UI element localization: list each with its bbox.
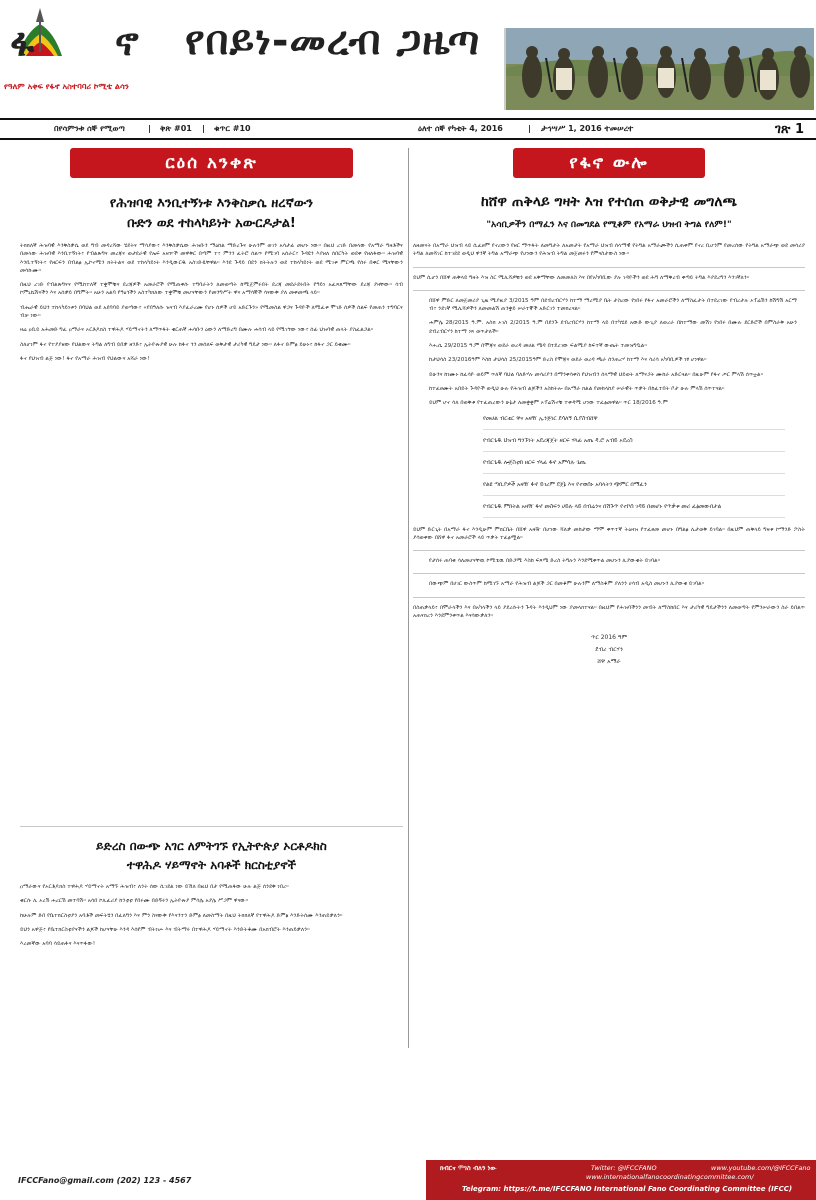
statement-intro-paragraph: ይህም ሲሆን በሸዋ ጠቅላይ ግዛት እዝ ስር ሚሊሻዎቹን ወደ አቅማቸው ለመመለስ እና በየአካባቢው ያሉ ገዳዮችን ወደ ሕግ ለማቅረብ ቀጣይ ትግል እያደረግን እንገኛለን። [413, 274, 750, 281]
brand-word-fa: ፋ [10, 20, 35, 64]
editorial-paragraph: ትክክለኛ ሕዝባዊ እንቅስቃሴ ወደ ግብ መዳረሻው ሄደትና ማሳያው፥ እንቅስቃሴው ሕዝቡን ማዕከል ማድረጉና ሁሉንም ወገን አሳታፊ መሆኑ ነው። በዚህ ረገድ በመላው የአማራ ግዛቶችና በመላው ሕዝባዊ እንቢተኝነት፥ የብልጽግና መረጃና ወታደራዊ የኤፍ አዛዦች መዋቅር በጣም ተ፥ ምንን ፈትሮ ሰልጥ የሚገባ አሰራር፥ ጉዳዩን እያዘለ ሰበርካት ወደቀ የዘለፋው። ሕዝባዊ እንቢተኝነት፥ የዘርፍን በብልፅ ኢኮኖሚን ክትትልና ወደ ተከላካይነት እንዲውርዱ አስገድዷቸዋል። እንደ ጉዳይ በደን ክትትሉን ወደ ተከላካይነት ወደ ሚገቱ ምርጫ የሰሩ በቀር ሚናቸውን መሳኩሙ። [20, 243, 403, 274]
church-letter-article [20, 826, 403, 948]
section-rule [413, 550, 805, 551]
church-letter-paragraph: ከሁሉም ድበ የቤተክርስቲያን አባቶች መፍትሄን በፈለግን እና ምን ስናውቅ የእናንተን ድምፅ ለመስማት በዚህ ትክክለኛ የተዋሕዶ ድምፅ እንድትሰሙ እንጠይቃለን። [20, 912, 343, 919]
church-letter-headline [20, 837, 403, 875]
footer-twitter-link[interactable]: Twitter: @IFCCFANO [591, 1164, 657, 1172]
column-divider [408, 148, 409, 1048]
operation-report: ይሁንና ከነሙኑ ከፈሳዮ ወይም ጥለኛ ባህል ባለድሃሉ መሳሪያን በማንቀሳቀስ የህዝብን ሰላማዊ ህይወት ለማናጋት ሙከራ አድርጓል። በዚሁም የፋኖ ጦር ምላሽ ሰጥቷል። [429, 371, 764, 378]
footer [0, 1158, 816, 1200]
issue-bar [0, 118, 816, 140]
footer-telegram-link[interactable]: Telegram: https://t.me/IFCCFANO International Fano Coordinating Committee (IFCC) [462, 1185, 793, 1193]
church-letter-headline-line-1: ይድረስ በውጭ አገር ለምትገኙ የኢትዮጵያ ኦርቶዶክስ [96, 839, 327, 853]
fano-daily-banner: የፋኖ ውሎ [513, 148, 705, 178]
brand-word-no: ኖ [115, 20, 139, 64]
footer-contact-area [0, 1158, 426, 1200]
footer-contact-email-phone[interactable]: IFCCFano@gmail.com (202) 123 - 4567 [18, 1176, 192, 1185]
church-letter-paragraph: ዐማራውና የኦርቶዶክስ ተዋሕዶ ሃይማኖት አማኙ ሕዝብ፥ ለንት ሰው ሲገደል ነው ይኸለ በዚህ በታ የሚጠፋው ሁሉ ልጅ ሰንደቅ ነበረ። [20, 884, 289, 890]
fighters-photo-illustration [506, 28, 814, 110]
church-letter-body [20, 883, 403, 948]
statement-headline: ከሸዋ ጠቅላይ ግዛት እዝ የተሰጠ ወቅታዊ መግለጫ [480, 194, 738, 210]
signature-place: ደብረ ብርሃን [595, 646, 623, 654]
issue-separator: | [148, 124, 151, 133]
editorial-paragraph: ብሔራዊ ይህን ተከላካይነቱን በባህል ወደ አደባባይ ያወጣው፥ «የበዓለሱ ዝናብ እያፈራረሙ የሆኑ ሰዎች ሆይ አድርጉን» የሚመስል ዋጋና ጉዳዮች ለሚፈቱ ሞገድ ሰዎች ሰልፍ የመጠን ተግባርና ብቻ ነው። [20, 304, 403, 320]
publication-frequency: በየሳምንቱ ሰኞ የሚወጣ [54, 124, 125, 133]
operation-report: እሑሴ 29/2015 ዓ.ም በሞጃና ወደራ ወረዳ መሀል ሜዳ በተደረገው ፍልሚያ ከፍተኛ ውጤት ተመዝግቧል። [429, 343, 647, 350]
section-rule [413, 290, 805, 291]
article-separator [20, 826, 403, 827]
statement-closing-paragraph: ይህም ድርጊት በአማራ ፋኖ እንዲሁም ምክርቤት በሸዋ አዛዥ በሆነው ሻለቃ መከታው ማሞ ቀጥተኛ ትዕዛዝ የተፈፀመ መሆኑ በግልፅ ሊታወቅ ይገባል። በዚህም ጠቅላይ ግዛቱ ኮማንድ ፖስት ያሳወቀው በሸዋ ፋኖ አመራሮች ላይ ጥቃት ተፈፅሟል። [413, 526, 805, 541]
signature-block [413, 632, 805, 668]
editorial-paragraph: ፋኖ የህዝብ ልጅ ነው! ፋኖ የአማራ ሕዝብ የህልውና አሻራ ነው! [20, 355, 150, 362]
footer-phrase: ክብርና ሞገስ ብለን ነው [440, 1164, 497, 1172]
church-letter-paragraph: ቁርሱ ሊ ኦረሽ ሐረርሽ መተባሽ። አሳበ ኮሊፈሪያ ከንቲቲ የበሩሙ በድኝሩን ኢትዮጵያ ምሳሌ አያሌ ሥጋም ዋናው። [20, 898, 249, 905]
operation-report: ሐምሌ 28/2015 ዓ.ም. አስክ ኦገስ 2/2015 ዓ.ም በደንጉ ደብረብርሃን ከተማ ላይ በተካሄደ አውድ ውጊያ ለወረራ በከተማው መሽገ የነበሩ በሙሉ ደርድሮች በምስራቅ አሁን ደብረብርሃን ከተማ ነጻ ወጥታለች። [429, 320, 797, 335]
editorial-paragraph: በዚህ ረገድ የብልጽግናና የሚከተለኛ ተቋሞቹና ደረጃዎች አመራሮች የሚጠቀሱ ተግባራትን ለመወጣት ከሚጀምሩበት ደረጃ መደራደሩበት የዓይነ አፈጻጸማቸው ደረጃ ያዛቸው። ሳብ ኮምኒኬሽናችን እና አሰቃይ በግምት። አሁን አልባ የዓዕጎችን አስተካክለው ተቋሞቹ መሆናቸውን የመንግሥት ዋና አማሳኞች ሳናውቅ ያለ መቀመጫ ላይ። [20, 282, 403, 297]
operation-report: በሸዋ ምድር ለመጀመሪያ ጊዜ ሚያዚያ 3/2015 ዓም በደብረብርሃን ከተማ ማረሚያ ቤት ታስረው የነበሩ የፋኖ አመራሮችን ለማስፈታት በተደረገው የብረታሉ ኦፕሬሽን ከሽግሽ አርማ ብ፥ ንደገኛ ሚሊሻዎችን ለመመልሽ ጠንቋይ ሠራተኞች አድርገን ተመክረናል። [429, 297, 797, 313]
editorial-headline-line-1: የሕዝባዊ እንቢተኝነቱ እንቅስቃሴ ዘረኛውን [109, 196, 314, 211]
editorial-banner: ርዕሰ አንቀጽ [70, 148, 353, 178]
volume-number: ቅጽ #01 [160, 124, 192, 133]
operation-report: ከታህሳስ 23/2016ዓም እስከ ታህሳስ 25/2015ዓም ድረስ የሞጃና ወደራ ወረዳ ጫራ ሰንጠረሃ ከተማ እና ሳሪሳ አካባቢዎች ነፃ ሆነዋል። [429, 357, 707, 364]
victims-list-item: የብርጌዱ ምክትል አዛዥ ፋኖ መስፍን ሀይሉ ላይ በብሬንና በሽጉጥ የተኮሰ ገዳይ በመሆኑ የጥቃቱ መሪ ፈፅመውበታል [483, 503, 785, 518]
section-rule [413, 267, 805, 268]
issue-separator: | [528, 124, 531, 133]
issue-number: ቁጥር #10 [214, 124, 251, 133]
church-letter-paragraph: ይህን አዋጅ፥ የቤተክርስቲያናችን ልጆች ከሆናቸሁ እንዳ እሰየም ብትነሡ እና ብትማሩ በተዋሕዶ ሃይማኖት እንድትቆሙ በአክብሮት እንጠይቃለን። [20, 926, 310, 933]
statement-subtitle: "አሳቢዎችን በማፈን እና በመግደል የሚቆም የአማራ ህዝብ ትግል የለም!" [486, 220, 732, 230]
editorial-headline-line-2: ቡድን ወደ ተከላካይነት አውርዶታል! [127, 216, 296, 231]
victims-list [413, 415, 805, 518]
editorial-headline [20, 194, 403, 234]
editorial-body [20, 242, 403, 363]
page-number: ገጽ 1 [774, 122, 804, 137]
statement-closing-paragraph: በውጭም በሀገር ውስጥም ከሚገኙ አማራ የሕዝብ ልጆች ጋር በመቆም ሁሉንም ለማስቆም ያለንን ሀሳብ አዲስ መሆኑን ሊያውቁ ይገባል። [429, 581, 705, 588]
church-letter-paragraph: እረመኛው አባባ ሳይጠፋና እናጥፋው! [20, 941, 96, 948]
issue-date: ዕለተ ሰኞ የካቲት 4, 2016 [418, 124, 503, 133]
victims-list-item: የብርጌዱ ሎጀስቲክ ዘርፍ ሃላፊ ፋኖ አምሳሉ ጌጤ [483, 459, 785, 474]
issue-separator: | [202, 124, 205, 133]
operation-report: ከተፈፀሙት አበይት ጉዳዮች ወዲህ ሁሉ የሕዝብ ልጆችን አስከትሎ በአማራ ክልል የመከላከያ ሠራዊት ጥቃት በከፈተበት ቦታ ሁሉ ምላሽ ሰጥተናል። [429, 385, 725, 392]
footer-social-bar [426, 1160, 816, 1200]
editorial-column [20, 148, 403, 363]
church-letter-headline-line-2: ተዋሕዶ ሃይማኖት አባቶች ክርስቲያኖች [126, 858, 297, 872]
signature-date: ጥር 2016 ዓም [590, 634, 628, 642]
victims-list-item: የመሀል ብርቴር ዋና አዛዥ ኢንጅነር ደሳለኝ ሲያስብሸዋ [483, 415, 785, 430]
footer-website-link[interactable]: www.internationalfanocoordinatingcommittee.com/ [586, 1173, 754, 1181]
paper-title: የበይነ-መረብ ጋዜጣ [185, 18, 481, 64]
signature-region: ሸዋ አማራ [597, 658, 621, 666]
statement-intro-paragraph: ለዘመናት በአማራ ህዝብ ላይ ሲፈፀም የኖረውን የዘር ማጥፋት ለመግታት ለአመታት የአማራ ህዝብ ሰላማዊ የትግል አማራጮችን ሲጠቀም የኖረ ቢሆንም የመረሰው የትግል አማራጭ ወደ መሳሪያ ትግል ለመሻገር ከተገደደ ወዲህ ዋንኛ ትግል አማራጭ የሆነውን የሕዝብ ትግል መጀመሩን የምናስታውስ ነው። [413, 243, 805, 258]
victims-list-item: የብርጌዱ ህዝብ ግንኙነት አደረጃጀት ዘርፍ ሃላፊ አጤ ዳ.ሮ አብይ ኦደረስ [483, 437, 785, 452]
editorial-paragraph: ዛሬ ዐቢይ አሕመድ ግፈ ዐማራና ኦርቶዶክስ ተዋሕዶ ሃይማኖትን ለማጥፋት ቁርጠኛ ሐሳቡን ዕውን ለማድረግ በሙሉ ሐሳብ ላይ የሚገኘው ነው፥ ሰፊ ህዝባዊ ጠላት ያስፈልጋል። [20, 327, 374, 334]
fano-daily-column [413, 148, 805, 668]
operation-report: ይህም ሆኖ ሳለ በወቅቱ የተፈጠረውን ሁኔታ ለመቋቋም ኦፕሬሽኖቹ ተቀዳሚ ሆነው ተፈፅመዋል። ጥር 18/2016 ዓ.ም [429, 400, 668, 407]
victims-list-item: የልዩ ጣቢያዎች አዛዥ ፋኖ ይገረም ደጀኔ እና የተወሰኑ አባላትን ጭምር በማፈን [483, 481, 785, 496]
editorial-paragraph: ስለሆነም ፋኖ የተያያዘው የህልውና ትግል ለግብ ይበቃ ዘንድ፥ ኢትዮጵያዊ ሁሉ ከፋኖ ጎን መሰለፍ ወቅታዊ ታሪካዊ ግዴታ ነው። ለፋኖ ድምፅ ይሁኑ፥ ከፋኖ ጋር ይቁሙ። [20, 341, 351, 348]
header-photo [504, 28, 814, 110]
section-rule [413, 573, 805, 574]
masthead [0, 0, 816, 110]
section-rule [413, 597, 805, 598]
founded-date: ታኅሣሥ 1, 2016 ተመሠረተ [541, 124, 634, 133]
statement-closing-paragraph: የታሰሩ ጠባቂ ሳለመሆናቸዉ ኮሚቴዉ በድጋሚ እስከ ፍጻሜ ድረስ ትግሉን እንደሚቀጥል መሆኑን ሊያውቁት ይገባል። [429, 558, 661, 565]
footer-youtube-link[interactable]: www.youtube.com/@IFCCFano [711, 1164, 811, 1172]
tagline: የዓለም አቀፍ የፋኖ አስተባባሪ ኮሚቴ ልሳን [4, 82, 129, 91]
statement-closing-paragraph: በስጠቃላይ፥ በሞራላችን እና በአካላችን ላይ ያደረሱትን ጉዳት እንዲህም ነው ያመላክተናል። በዚህም የሕዝባችንን መብት ለማስከበር እና ታሪካዊ ግዴታችንን ለመወጣት የምንሠራውን ስራ ይበልጥ አጠናክረን እንደምንቀጥል እናሳውቃለን። [413, 604, 805, 620]
